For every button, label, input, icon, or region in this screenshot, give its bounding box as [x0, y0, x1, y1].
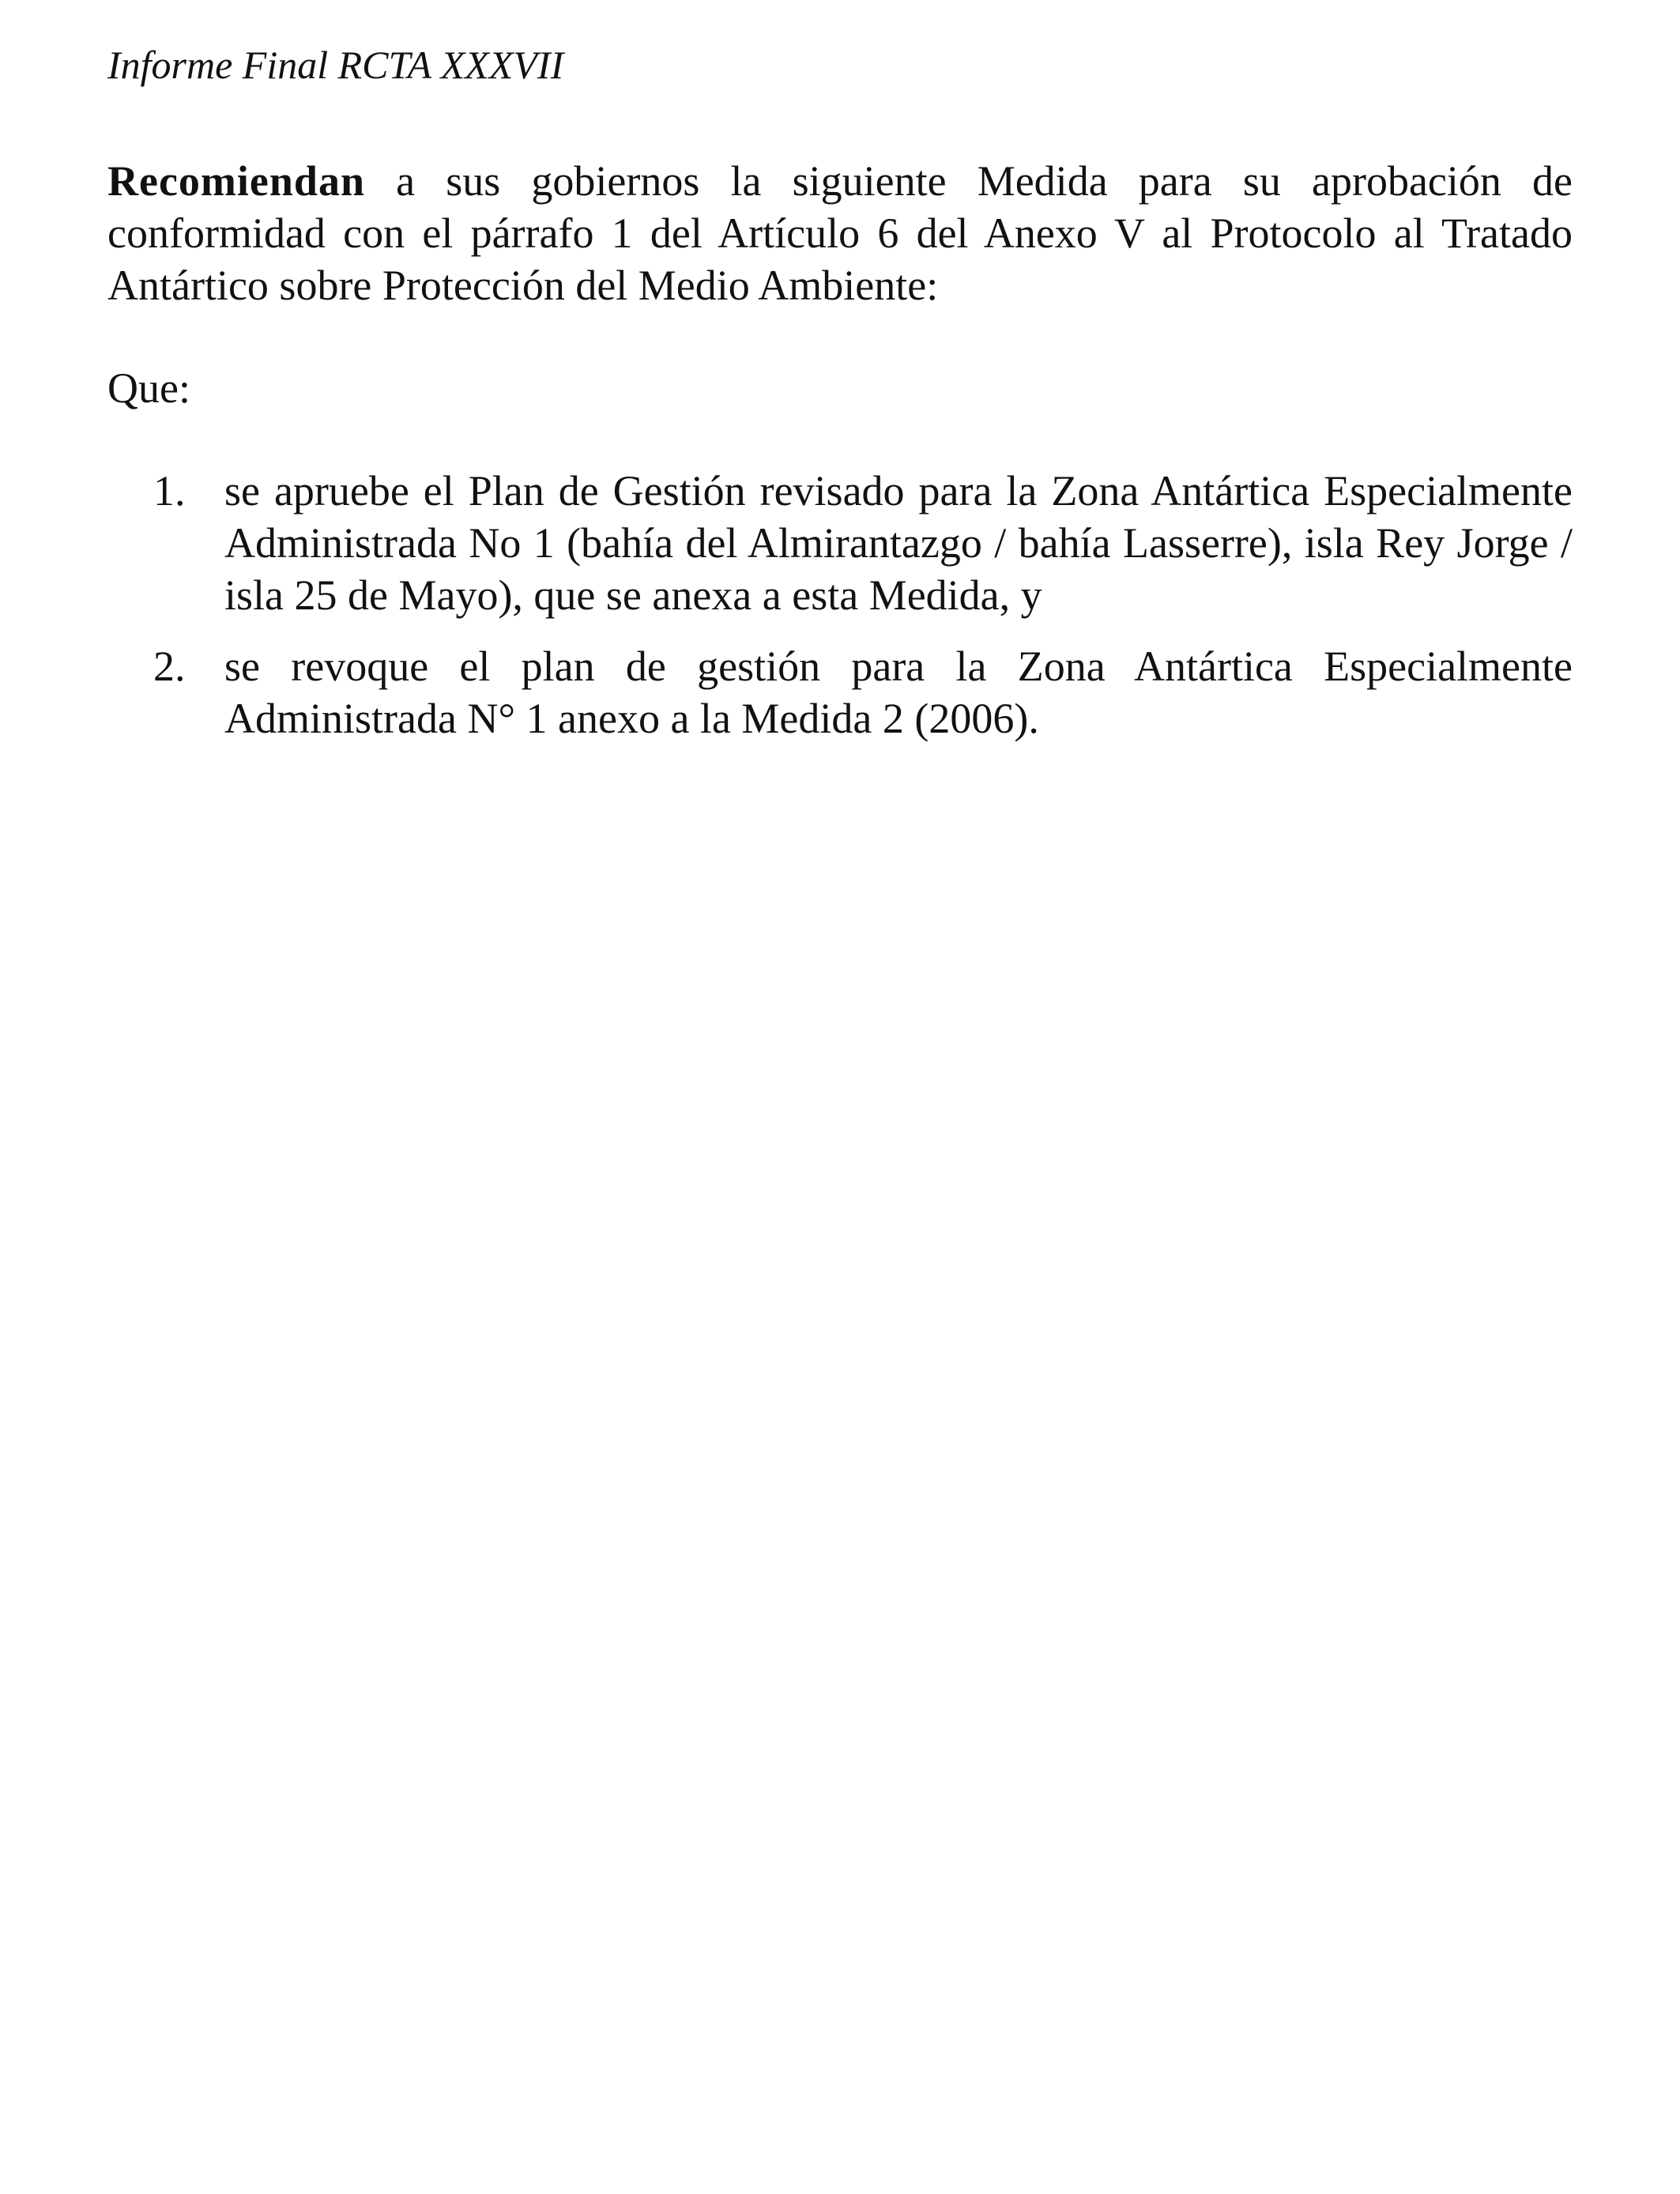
document-body [107, 155, 1573, 763]
list-item [107, 640, 1573, 745]
intro-lead-word: Recomiendan [107, 157, 365, 205]
intro-text: a sus gobiernos la siguiente Medida para su aprobación de conformidad con el párrafo 1 del Artículo 6 del Anexo V al Protocolo al Tratado Antártico sobre Protección del Medio Ambiente: [107, 157, 1573, 309]
list-item-number: 1. [153, 467, 186, 515]
list-item-text: se apruebe el Plan de Gestión revisado para la Zona Antártica Especialmente Administrada No 1 (bahía del Almirantazgo / bahía Lasserre), isla Rey Jorge / isla 25 de Mayo), que se anexa a esta Medida, y [224, 467, 1573, 619]
running-header: Informe Final RCTA XXXVII [107, 43, 564, 87]
list-item [107, 465, 1573, 621]
list-item-text: se revoque el plan de gestión para la Zona Antártica Especialmente Administrada N° 1 anexo a la Medida 2 (2006). [224, 643, 1573, 742]
que-label: Que: [107, 364, 190, 412]
intro-paragraph [107, 155, 1573, 311]
list-item-number: 2. [153, 643, 186, 690]
measure-list [107, 465, 1573, 745]
